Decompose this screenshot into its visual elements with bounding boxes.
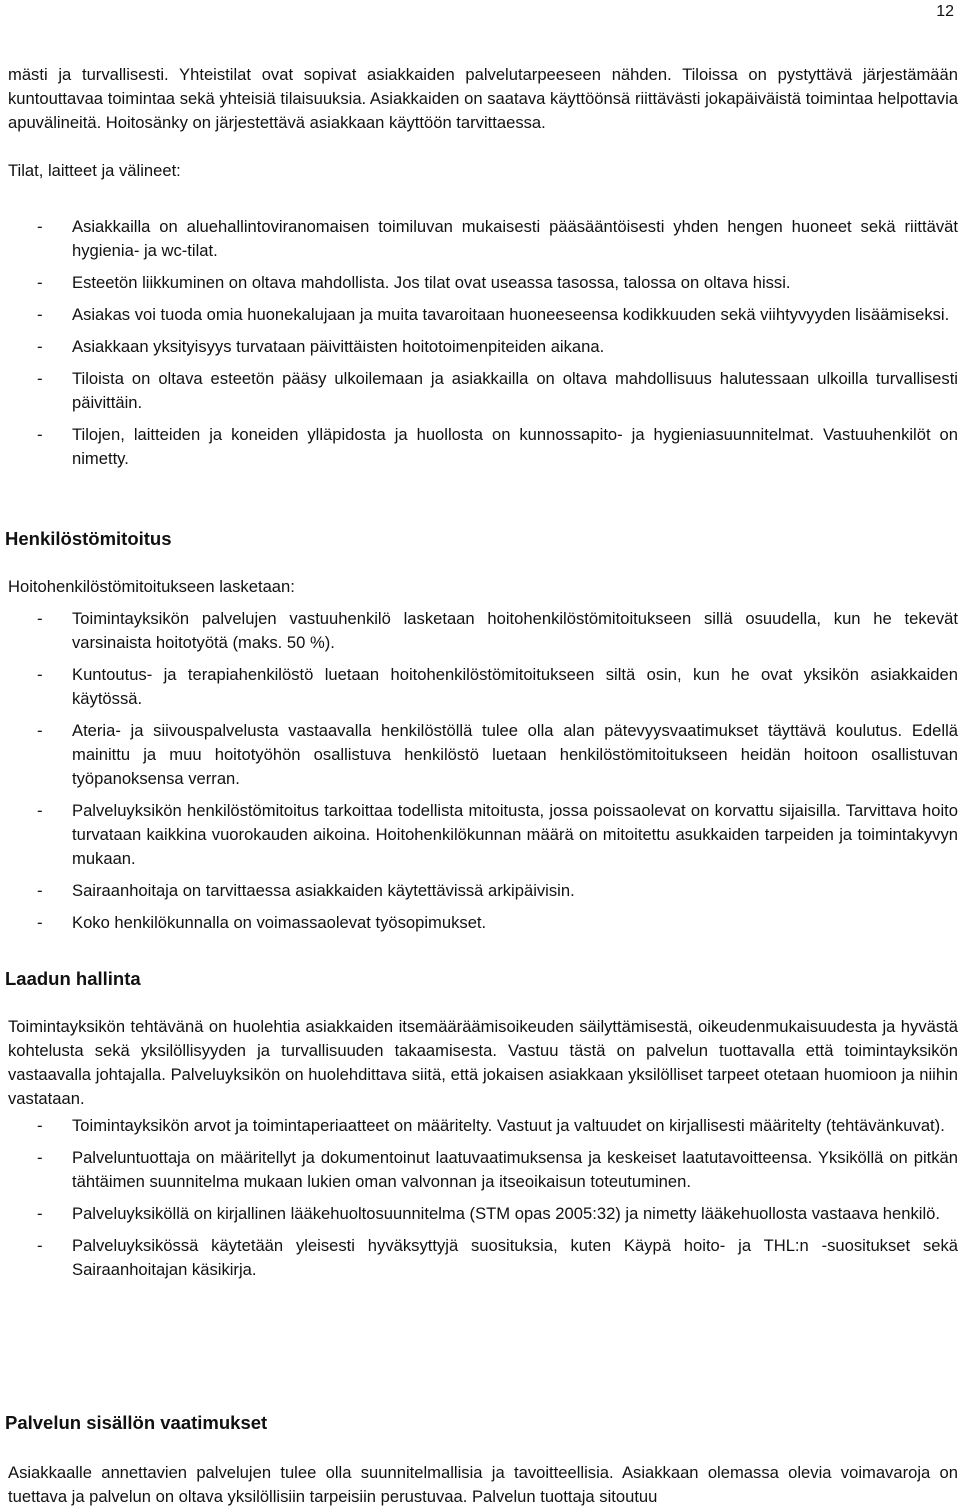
list-item: - Toimintayksikön arvot ja toimintaperiaatteet on määritelty. Vastuut ja valtuudet on kirjallisesti määritelty (tehtävänkuvat).: [8, 1114, 958, 1138]
list-item: - Asiakkailla on aluehallintoviranomaisen toimiluvan mukaisesti pääsääntöisesti yhden hengen huoneet sekä riittävät hygienia- ja wc-tilat.: [8, 215, 958, 263]
staffing-heading: Henkilöstömitoitus: [5, 528, 172, 549]
quality-paragraph-block: [8, 1015, 958, 1111]
list-item: - Toimintayksikön palvelujen vastuuhenkilö lasketaan hoitohenkilöstömitoitukseen sillä osuudella, kun he tekevät varsinaista hoitotyötä (maks. 50 %).: [8, 607, 958, 655]
list-item: - Sairaanhoitaja on tarvittaessa asiakkaiden käytettävissä arkipäivisin.: [8, 879, 958, 903]
quality-paragraph: Toimintayksikön tehtävänä on huolehtia asiakkaiden itsemääräämisoikeuden säilyttämisestä, oikeudenmukaisuudesta ja hyvästä kohtelusta sekä yksilöllisyyden ja turvallisuuden takaamisesta. Vastuu tästä on palvelun tuottavalla että toimintayksikön vastaavalla johtajalla. Palveluyksikön on huolehdittava siitä, että jokaisen asiakkaan yksilölliset tarpeet otetaan huomioon ja niihin vastataan.: [8, 1017, 958, 1108]
list-item: - Asiakas voi tuoda omia huonekalujaan ja muita tavaroitaan huoneeseensa kodikkuuden sekä viihtyvyyden lisäämiseksi.: [8, 303, 958, 327]
staffing-list: [8, 607, 958, 935]
page-number: 12: [936, 3, 954, 20]
intro-paragraph: mästi ja turvallisesti. Yhteistilat ovat sopivat asiakkaiden palvelutarpeeseen nähden. Tiloissa on pystyttävä järjestämään kuntouttavaa toimintaa sekä yhteisiä tilaisuuksia. Asiakkaiden on saatava käyttöönsä riittävästi jokapäiväistä toimintaa helpottavia apuvälineitä. Hoitosänky on järjestettävä asiakkaan käyttöön tarvittaessa.: [8, 65, 958, 132]
facilities-label: Tilat, laitteet ja välineet:: [8, 161, 181, 180]
list-item: - Palveluyksiköllä on kirjallinen lääkehuoltosuunnitelma (STM opas 2005:32) ja nimetty lääkehuollosta vastaava henkilö.: [8, 1202, 958, 1226]
intro-paragraph-block: [8, 63, 958, 135]
list-item: - Ateria- ja siivouspalvelusta vastaavalla henkilöstöllä tulee olla alan pätevyysvaatimukset täyttävä koulutus. Edellä mainittu ja muu hoitotyöhön osallistuva henkilöstö luetaan henkilöstömitoitukseen heidän hoitoon osallistuvan työpanoksensa verran.: [8, 719, 958, 791]
quality-heading: Laadun hallinta: [5, 968, 141, 989]
service-content-paragraph-block: [8, 1461, 958, 1509]
list-item: - Palveluntuottaja on määritellyt ja dokumentoinut laatuvaatimuksensa ja keskeiset laatutavoitteensa. Yksiköllä on pitkän tähtäimen suunnitelma mukaan lukien oman valvonnan ja itseoikaisun toteutuminen.: [8, 1146, 958, 1194]
list-item: - Palveluyksikössä käytetään yleisesti hyväksyttyjä suosituksia, kuten Käypä hoito- ja THL:n -suositukset sekä Sairaanhoitajan käsikirja.: [8, 1234, 958, 1282]
list-item: - Kuntoutus- ja terapiahenkilöstö luetaan hoitohenkilöstömitoitukseen siltä osin, kun he ovat yksikön asiakkaiden käytössä.: [8, 663, 958, 711]
list-item: - Tilojen, laitteiden ja koneiden ylläpidosta ja huollosta on kunnossapito- ja hygieniasuunnitelmat. Vastuuhenkilöt on nimetty.: [8, 423, 958, 471]
list-item: - Palveluyksikön henkilöstömitoitus tarkoittaa todellista mitoitusta, jossa poissaolevat on korvattu sijaisilla. Tarvittava hoito turvataan kaikkina vuorokauden aikoina. Hoitohenkilökunnan määrä on mitoitettu asukkaiden tarpeiden ja toimintakyvyn mukaan.: [8, 799, 958, 871]
list-item: - Esteetön liikkuminen on oltava mahdollista. Jos tilat ovat useassa tasossa, talossa on oltava hissi.: [8, 271, 958, 295]
list-item: - Tiloista on oltava esteetön pääsy ulkoilemaan ja asiakkailla on oltava mahdollisuus halutessaan ulkoilla turvallisesti päivittäin.: [8, 367, 958, 415]
facilities-list: [8, 215, 958, 471]
list-item: - Koko henkilökunnalla on voimassaolevat työsopimukset.: [8, 911, 958, 935]
list-item: - Asiakkaan yksityisyys turvataan päivittäisten hoitotoimenpiteiden aikana.: [8, 335, 958, 359]
staffing-label: Hoitohenkilöstömitoitukseen lasketaan:: [8, 577, 295, 596]
service-content-paragraph: Asiakkaalle annettavien palvelujen tulee olla suunnitelmallisia ja tavoitteellisia. Asiakkaan olemassa olevia voimavaroja on tuettava ja palvelun on oltava yksilöllisiin tarpeisiin perustuvaa. Palvelun tuottaja sitoutuu: [8, 1463, 958, 1506]
quality-list: [8, 1114, 958, 1282]
service-content-heading: Palvelun sisällön vaatimukset: [5, 1412, 268, 1433]
